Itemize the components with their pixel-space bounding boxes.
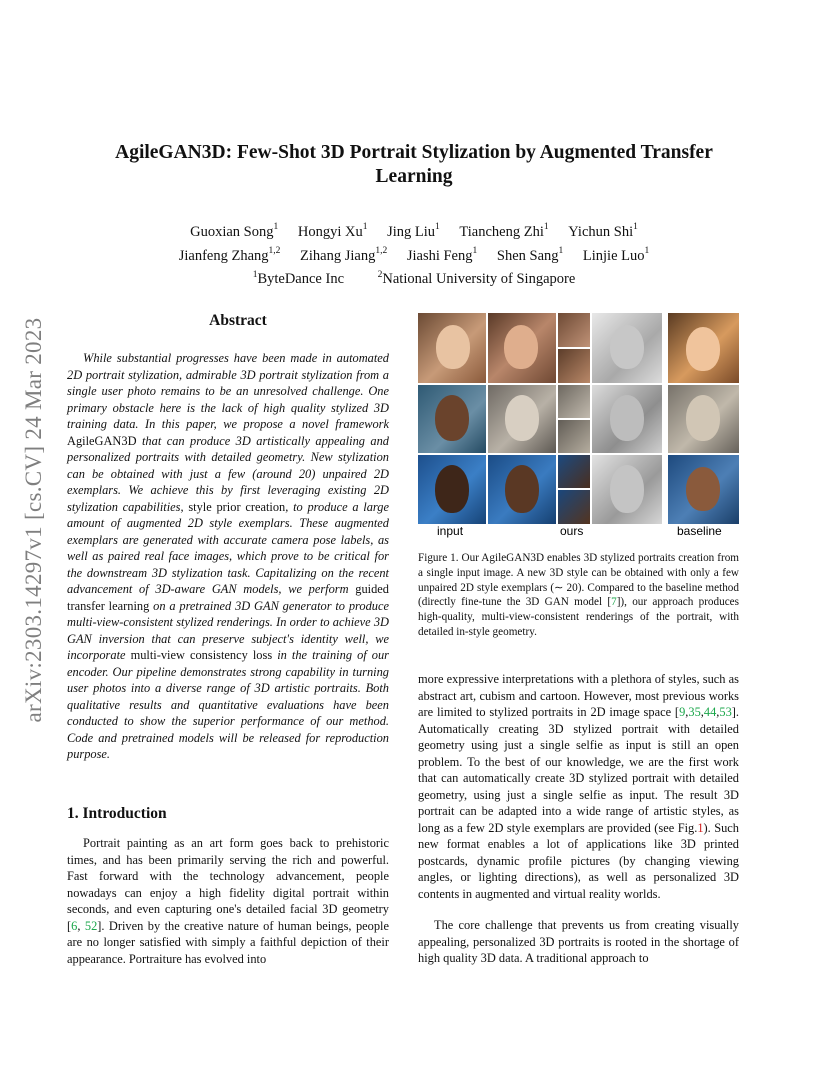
- figure-label-ours: ours: [560, 524, 584, 538]
- portrait-thumbnail: [558, 313, 590, 347]
- author: Hongyi Xu$^1$: [297, 222, 368, 240]
- portrait-photo: [418, 385, 486, 453]
- title-line-2: Learning: [375, 166, 453, 187]
- portrait-thumbnail: [558, 349, 590, 383]
- figure-label-input: input: [437, 524, 464, 538]
- figure-1-image-grid: [418, 313, 739, 524]
- portrait-photo: [418, 455, 486, 524]
- portrait-baseline: [668, 385, 739, 453]
- author-block: [70, 218, 758, 289]
- portrait-photo: [418, 313, 486, 383]
- figure-1-caption: Figure 1. Our AgileGAN3D enables 3D stylized portraits creation from a single input image. A new 3D style can be obtained with only a few unpaired 2D style exemplars (∼ 20). Compared to the baseline method (directly fine-tune the 3D GAN model [7]), our approach produces high-quality, multi-view-consistent renderings of the portrait, with detailed in-style geometry.: [418, 552, 740, 638]
- portrait-baseline: [668, 313, 739, 383]
- author: Guoxian Song$^1$: [190, 222, 279, 240]
- citation-link[interactable]: 35: [688, 705, 701, 719]
- citation-link[interactable]: 7: [611, 596, 617, 609]
- portrait-stylized: [488, 313, 556, 383]
- affiliation: $^1$ByteDance Inc: [252, 269, 345, 288]
- portrait-geometry: [592, 385, 662, 453]
- arxiv-id: arXiv:2303.14297v1 [cs.CV] 24 Mar 2023: [21, 317, 46, 723]
- citation-link[interactable]: 6: [71, 918, 78, 933]
- author: Jianfeng Zhang$^{1,2}$: [178, 245, 281, 264]
- author: Linjie Luo$^1$: [582, 245, 650, 264]
- paper-title: [70, 141, 758, 189]
- figure-ref-link[interactable]: 1: [697, 820, 704, 835]
- author: Zihang Jiang$^{1,2}$: [300, 245, 388, 264]
- author: Shen Sang$^1$: [496, 245, 564, 264]
- abstract-body: While substantial progresses have been made in automated 2D portrait stylization, admirable 3D portrait stylization from a single user photo remains to be an unresolved challenge. One primary obstacle here is the lack of high quality stylized 3D training data. In this paper, we propose a novel framework AgileGAN3D that can produce 3D artistically appealing and personalized portraits with detailed geometry. New stylization can be obtained with just a few (around 20) unpaired 2D exemplars. We achieve this by first leveraging existing 2D stylization capabilities, style prior creation, to produce a large amount of augmented 2D style exemplars. These augmented exemplars are generated with accurate camera pose labels, as well as paired real face images, which prove to be critical for the downstream 3D stylization task. Capitalizing on the recent advancement of 3D-aware GAN models, we perform guided transfer learning on a pretrained 3D GAN generator to produce multi-view-consistent stylized renderings. In order to achieve 3D GAN inversion that can preserve subject's identity well, we incorporate multi-view consistency loss in the training of our encoder. Our pipeline demonstrates strong capability in turning user photos into a diverse range of 3D artistic portraits. Both qualitative results and quantitative evaluations have been conducted to show the superior performance of our method. Code and pretrained models will be released for reproduction purpose.: [67, 351, 389, 761]
- right-column-paragraph: more expressive interpretations with a plethora of styles, such as abstract art, cubism and cartoon. However, most previous works are limited to stylized portraits in 2D image space [9,35,44,53]. Automatically creating 3D stylized portrait with detailed geometry using just a single selfie as input is still an open problem. To the best of our knowledge, we are the first work that can automatically create 3D stylized portrait with detailed geometry, using just a single selfie as input. The result 3D portrait can be adapted into a wide range of artistic styles, as long as a few 2D style exemplars are provided (see Fig.1). Such new format enables a lot of applications like 3D printed postcards, dynamic profile pictures (by changing viewing angles, or lighting directions), as well as personalized 3D contents in augmented and virtual reality worlds.: [418, 672, 740, 901]
- portrait-thumbnail: [558, 420, 590, 453]
- author: Yichun Shi$^1$: [568, 222, 638, 240]
- portrait-stylized: [488, 455, 556, 524]
- portrait-baseline: [668, 455, 739, 524]
- section-heading-introduction: 1. Introduction: [67, 805, 167, 822]
- portrait-thumbnail: [558, 455, 590, 488]
- author-row-2: [70, 242, 758, 266]
- arxiv-sidebar: [14, 280, 54, 760]
- affiliations: [70, 266, 758, 290]
- portrait-thumbnail: [558, 385, 590, 418]
- author: Tiancheng Zhi$^1$: [459, 222, 549, 240]
- portrait-stylized: [488, 385, 556, 453]
- citation-link[interactable]: 53: [719, 705, 732, 719]
- author-row-1: [70, 218, 758, 242]
- figure-label-baseline: baseline: [677, 524, 722, 538]
- intro-paragraph: Portrait painting as an art form goes back to prehistoric times, and has been primarily serving the rich and powerful. Fast forward with the technology advancement, people nowadays can enjoy a high fidelity digital portrait within seconds, and even capturing one's detailed facial 3D geometry [6, 52]. Driven by the creative nature of human beings, people are no longer satisfied with simply a faithful depiction of their appearance. Portraiture has evolved into: [67, 836, 389, 966]
- citation-link[interactable]: 52: [84, 918, 98, 933]
- author: Jing Liu$^1$: [387, 222, 440, 240]
- portrait-thumbnail: [558, 490, 590, 524]
- portrait-geometry: [592, 455, 662, 524]
- citation-link[interactable]: 9: [679, 705, 686, 719]
- right-column-paragraph-2: The core challenge that prevents us from creating visually appealing, personalized 3D portraits is rooted in the shortage of high quality 3D data. A traditional approach to: [418, 918, 739, 965]
- citation-link[interactable]: 44: [703, 705, 717, 719]
- abstract-heading: Abstract: [209, 312, 267, 329]
- author: Jiashi Feng$^1$: [406, 245, 478, 264]
- portrait-geometry: [592, 313, 662, 383]
- affiliation: $^2$National University of Singapore: [377, 269, 576, 288]
- title-line-1: AgileGAN3D: Few-Shot 3D Portrait Stylization by Augmented Transfer: [115, 142, 713, 163]
